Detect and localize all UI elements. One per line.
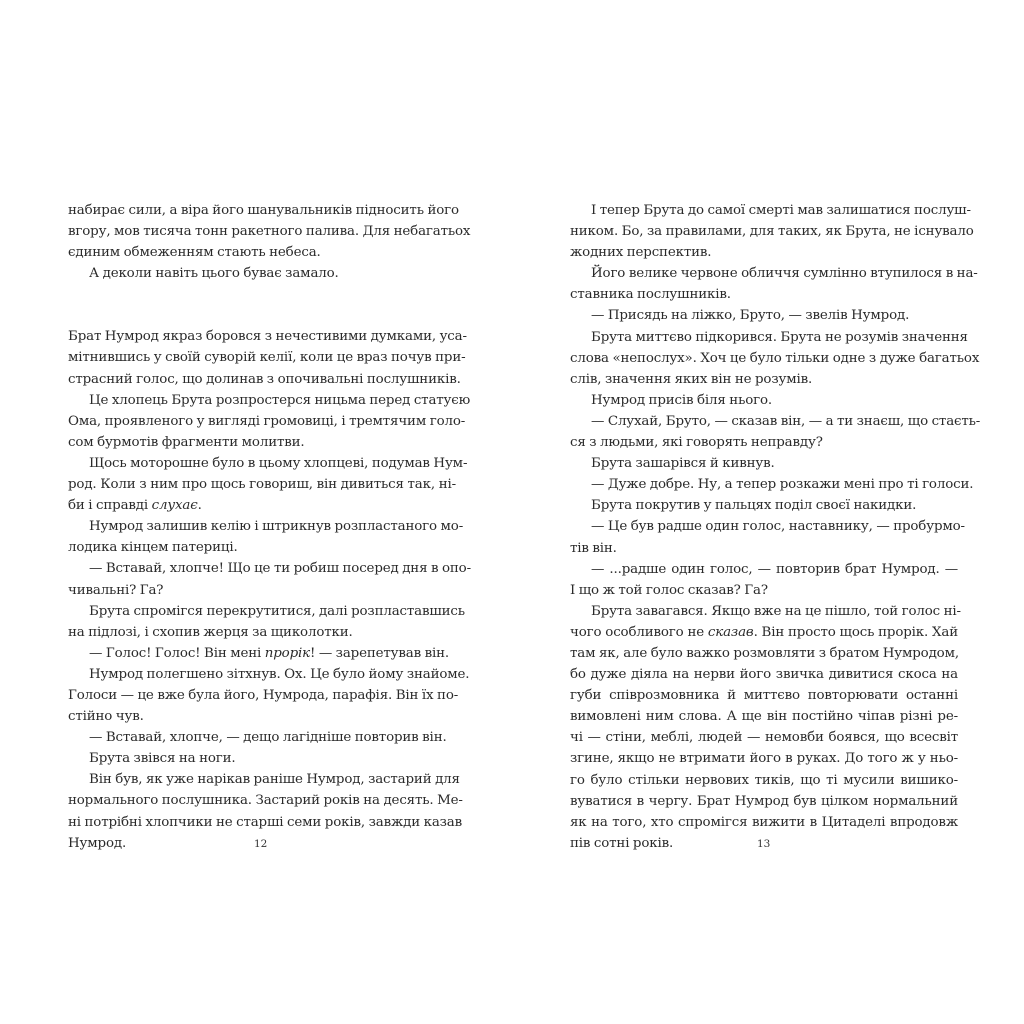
text-line: Він був, як уже нарікав раніше Нумрод, застарий для	[89, 772, 460, 788]
text-line: тів він.	[570, 540, 617, 556]
text-line: Брута зашарівся й кивнув.	[591, 456, 775, 472]
text-line: ся з людьми, які говорять неправду?	[570, 435, 823, 451]
text-line: страсний голос, що долинав з опочивальні послушників.	[68, 371, 461, 387]
text-line: ником. Бо, за правилами, для таких, як Брута, не існувало	[570, 224, 974, 240]
text-line: Брута звівся на ноги.	[89, 751, 236, 767]
text-line: Брута миттєво підкорився. Брута не розумів значення	[591, 329, 968, 345]
text-line: А деколи навіть цього буває замало.	[89, 266, 339, 282]
text-line: — Вставай, хлопче! Що це ти робиш посеред дня в опо-	[89, 561, 471, 577]
page-number-left: 12	[254, 838, 268, 850]
text-line: сом бурмотів фрагменти молитви.	[68, 434, 305, 450]
text-line: Брута завагався. Якщо вже на це пішло, той голос ні-	[591, 603, 961, 619]
text-line: як на того, хто спромігся вижити в Цитаделі впродовж	[570, 814, 958, 830]
text-line: Його велике червоне обличчя сумлінно втупилося в на-	[591, 266, 978, 282]
text-line: набирає сили, а віра його шанувальників підносить його	[68, 203, 459, 218]
text-line: — Дуже добре. Ну, а тепер розкажи мені про ті голоси.	[591, 477, 974, 493]
text-line: — Вставай, хлопче, — дещо лагідніше повторив він.	[89, 730, 447, 746]
text-line: Щось моторошне було в цьому хлопцеві, подумав Нум-	[89, 455, 468, 471]
text-line: чого особливого не сказав. Він просто щось прорік. Хай	[570, 624, 958, 640]
text-line: Нумрод присів біля нього.	[591, 392, 773, 408]
text-line: жодних перспектив.	[570, 245, 712, 261]
text-line: — Слухай, Бруто, — сказав він, — а ти знаєш, що стаєть-	[591, 413, 981, 429]
text-line: нормального послушника. Застарий років на десять. Ме-	[68, 793, 463, 809]
italic-emphasis: сказав	[707, 624, 754, 640]
text-line: Брута спромігся перекрутитися, далі розпластавшись	[89, 603, 465, 619]
text-line: бо дуже діяла на нерви його звичка дивитися скоса на	[570, 667, 958, 683]
text-line: єдиним обмеженням стають небеса.	[68, 245, 321, 261]
text-line: — ...радше один голос, — повторив брат Нумрод. —	[591, 561, 958, 577]
text-line: — Це був радше один голос, наставнику, — пробурмо-	[591, 519, 965, 535]
text-line: І що ж той голос сказав? Га?	[570, 582, 768, 598]
italic-emphasis: слухає	[151, 498, 198, 514]
text-line: пів сотні років.	[570, 835, 674, 851]
text-line: вгору, мов тисяча тонн ракетного палива. Для небагатьох	[68, 224, 471, 240]
text-line: — Голос! Голос! Він мені прорік! — зарепетував він.	[89, 645, 450, 661]
text-line: губи співрозмовника й миттєво повторювати останні	[570, 688, 958, 704]
text-line: го було стільки нервових тиків, що ті мусили вишико-	[570, 772, 958, 788]
section-break	[68, 284, 456, 326]
italic-emphasis: прорік	[264, 645, 310, 661]
text-line: Це хлопець Брута розпростерся ницьма перед статуєю	[89, 392, 471, 408]
text-line: І тепер Брута до самої смерті мав залишатися послуш-	[591, 203, 971, 218]
right-page-text	[570, 200, 981, 854]
text-line: стійно чув.	[68, 709, 144, 725]
text-line: ні потрібні хлопчики не старші семи років, завжди казав	[68, 814, 463, 830]
text-line: би і справді слухає.	[68, 498, 202, 514]
text-line: там як, але було важко розмовляти з братом Нумродом,	[570, 645, 959, 661]
left-page-text	[68, 200, 471, 854]
page-number-right: 13	[757, 838, 771, 850]
text-line: чивальні? Га?	[68, 582, 164, 598]
left-page	[68, 200, 471, 854]
text-line: — Присядь на ліжко, Бруто, — звелів Нумрод.	[591, 308, 910, 324]
text-line: Голоси — це вже була його, Нумрода, парафія. Він їх по-	[68, 687, 459, 703]
text-line: ставника послушників.	[570, 287, 731, 303]
text-line: вуватися в чергу. Брат Нумрод був цілком нормальний	[570, 793, 958, 809]
text-line: слова «непослух». Хоч це було тільки одне з дуже багатьох	[570, 350, 980, 366]
text-line: лодика кінцем патериці.	[68, 540, 238, 556]
text-line: згине, якщо не втримати його в руках. До того ж у ньо-	[570, 751, 958, 767]
text-line: Ома, проявленого у вигляді громовиці, і тремтячим голо-	[68, 413, 466, 429]
text-line: Нумрод полегшено зітхнув. Ох. Це було йому знайоме.	[89, 666, 470, 682]
right-page	[570, 200, 981, 854]
text-line: вимовлені ним слова. А ще він постійно чіпав різні ре-	[570, 709, 958, 725]
text-line: чі — стіни, меблі, людей — немовби боявся, що всесвіт	[570, 730, 958, 746]
text-line: род. Коли з ним про щось говориш, він дивиться так, ні-	[68, 477, 456, 493]
text-line: Нумрод.	[68, 835, 127, 851]
text-line: Брат Нумрод якраз боровся з нечестивими думками, уса-	[68, 329, 467, 345]
text-line: на підлозі, і схопив жерця за щиколотки.	[68, 624, 353, 640]
text-line: Нумрод залишив келію і штрикнув розпластаного мо-	[89, 519, 464, 535]
text-line: Брута покрутив у пальцях поділ своєї накидки.	[591, 498, 917, 514]
text-line: слів, значення яких він не розумів.	[570, 371, 813, 387]
text-line: мітнившись у своїй суворій келії, коли це враз почув при-	[68, 350, 466, 366]
